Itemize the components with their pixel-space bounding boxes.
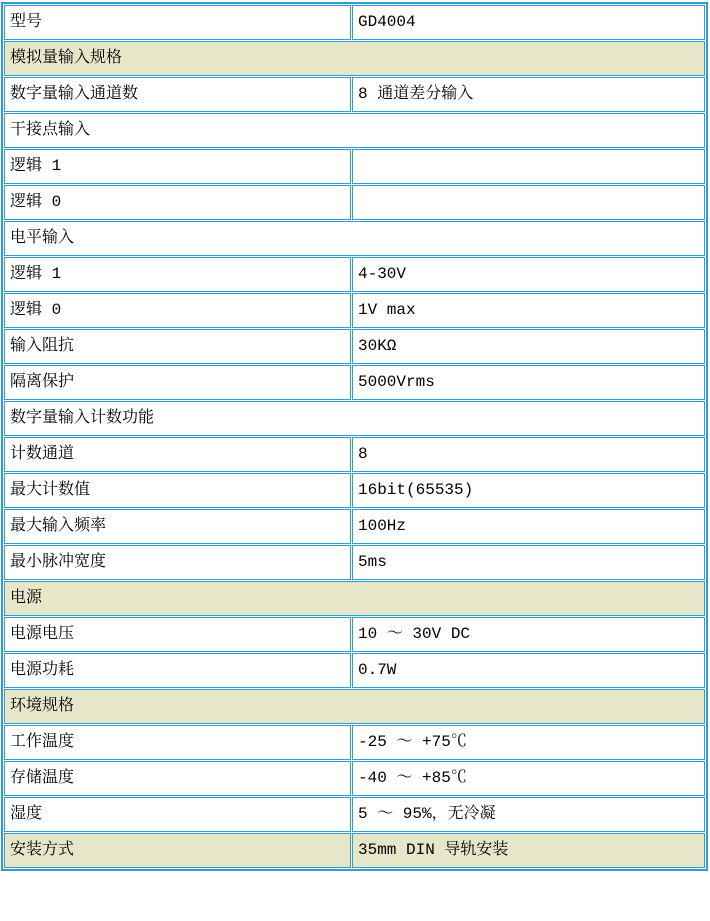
group-header-cell: 电平输入 bbox=[4, 221, 705, 256]
table-row bbox=[4, 401, 705, 436]
parameter-cell: 数字量输入通道数 bbox=[4, 77, 351, 112]
table-row bbox=[4, 5, 705, 40]
section-row bbox=[4, 41, 705, 76]
value-cell bbox=[352, 149, 705, 184]
parameter-cell: 型号 bbox=[4, 5, 351, 40]
table-row bbox=[4, 617, 705, 652]
value-cell: -40 ～ +85℃ bbox=[352, 761, 705, 796]
table-row bbox=[4, 545, 705, 580]
section-header-cell: 电源 bbox=[4, 581, 705, 616]
parameter-cell: 存储温度 bbox=[4, 761, 351, 796]
value-cell: 16bit(65535) bbox=[352, 473, 705, 508]
table-row bbox=[4, 365, 705, 400]
value-cell: 10 ～ 30V DC bbox=[352, 617, 705, 652]
section-row bbox=[4, 689, 705, 724]
value-cell: 30KΩ bbox=[352, 329, 705, 364]
section-header-cell: 模拟量输入规格 bbox=[4, 41, 705, 76]
parameter-cell: 最大输入频率 bbox=[4, 509, 351, 544]
table-row bbox=[4, 509, 705, 544]
value-cell: 5ms bbox=[352, 545, 705, 580]
spec-table-container bbox=[0, 2, 710, 871]
value-cell: 100Hz bbox=[352, 509, 705, 544]
parameter-cell: 逻辑 0 bbox=[4, 293, 351, 328]
value-cell: 4-30V bbox=[352, 257, 705, 292]
parameter-cell: 最大计数值 bbox=[4, 473, 351, 508]
table-row bbox=[4, 293, 705, 328]
value-cell: GD4004 bbox=[352, 5, 705, 40]
value-cell: 5000Vrms bbox=[352, 365, 705, 400]
table-row bbox=[4, 653, 705, 688]
section-row bbox=[4, 581, 705, 616]
parameter-cell: 逻辑 0 bbox=[4, 185, 351, 220]
table-row bbox=[4, 437, 705, 472]
value-cell: 0.7W bbox=[352, 653, 705, 688]
spec-table-body bbox=[4, 5, 705, 868]
spec-table bbox=[1, 2, 708, 871]
table-row bbox=[4, 77, 705, 112]
parameter-cell: 安装方式 bbox=[4, 833, 351, 868]
table-row bbox=[4, 221, 705, 256]
parameter-cell: 电源功耗 bbox=[4, 653, 351, 688]
parameter-cell: 输入阻抗 bbox=[4, 329, 351, 364]
table-row bbox=[4, 473, 705, 508]
table-row bbox=[4, 725, 705, 760]
table-row bbox=[4, 185, 705, 220]
value-cell: -25 ～ +75℃ bbox=[352, 725, 705, 760]
parameter-cell: 隔离保护 bbox=[4, 365, 351, 400]
parameter-cell: 逻辑 1 bbox=[4, 257, 351, 292]
parameter-cell: 计数通道 bbox=[4, 437, 351, 472]
value-cell: 8 通道差分输入 bbox=[352, 77, 705, 112]
value-cell: 35mm DIN 导轨安装 bbox=[352, 833, 705, 868]
table-row bbox=[4, 149, 705, 184]
parameter-cell: 工作温度 bbox=[4, 725, 351, 760]
parameter-cell: 电源电压 bbox=[4, 617, 351, 652]
table-row bbox=[4, 797, 705, 832]
parameter-cell: 湿度 bbox=[4, 797, 351, 832]
value-cell: 5 ～ 95%，无冷凝 bbox=[352, 797, 705, 832]
parameter-cell: 最小脉冲宽度 bbox=[4, 545, 351, 580]
parameter-cell: 逻辑 1 bbox=[4, 149, 351, 184]
value-cell bbox=[352, 185, 705, 220]
section-header-cell: 环境规格 bbox=[4, 689, 705, 724]
value-cell: 8 bbox=[352, 437, 705, 472]
table-row bbox=[4, 257, 705, 292]
table-row bbox=[4, 113, 705, 148]
value-cell: 1V max bbox=[352, 293, 705, 328]
table-row bbox=[4, 833, 705, 868]
group-header-cell: 数字量输入计数功能 bbox=[4, 401, 705, 436]
table-row bbox=[4, 329, 705, 364]
group-header-cell: 干接点输入 bbox=[4, 113, 705, 148]
table-row bbox=[4, 761, 705, 796]
